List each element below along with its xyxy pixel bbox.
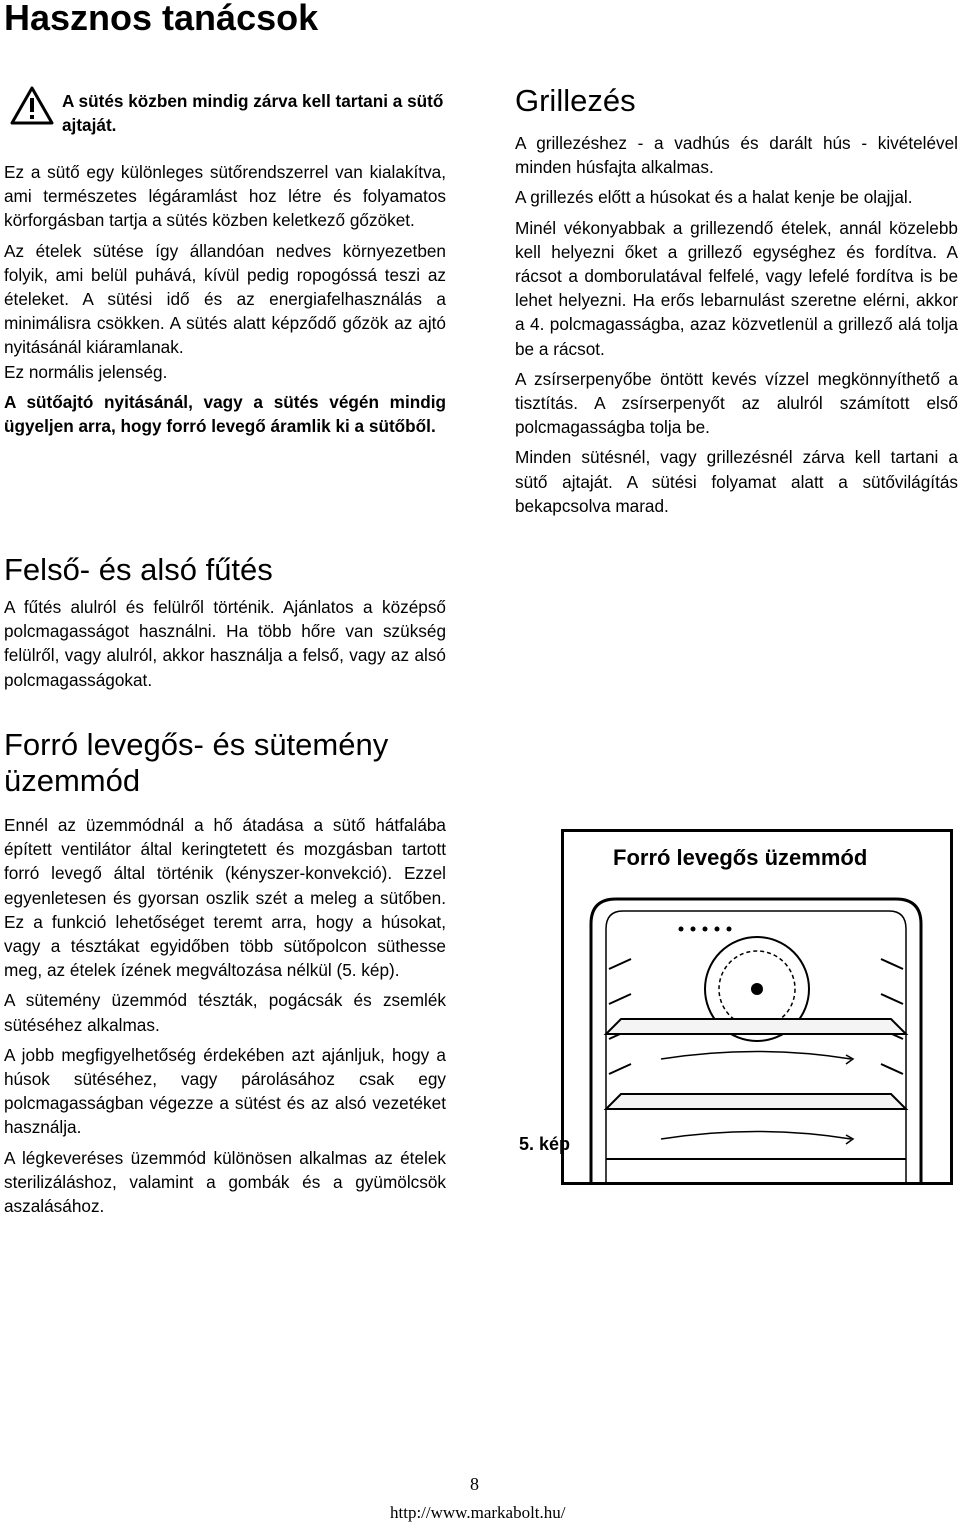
page-number: 8 [470, 1474, 479, 1494]
intro-paragraph-1: Ez a sütő egy különleges sütőrendszerrel van kialakítva, ami természetes légáramlást hoz létre és folyamatos körforgásban tartja a sütés közben keletkező gőzöket. [4, 162, 446, 231]
intro-paragraph-3: Ez normális jelenség. [4, 361, 168, 382]
page-title: Hasznos tanácsok [4, 0, 319, 38]
felso-also-heading: Felső- és alsó fűtés [4, 552, 273, 587]
grill-paragraph-5: Minden sütésnél, vagy grillezésnél zárva kell tartani a sütő ajtaját. A sütési folyamat alatt a sütővilágítás bekapcsolva marad. [515, 447, 958, 516]
felso-also-section [4, 595, 446, 692]
grill-paragraph-3: Minél vékonyabbak a grillezendő ételek, annál közelebb kell helyezni őket a grillező egységhez és fordítva. A rácsot a domborulatával felfelé, vagy lefelé fordítva is be lehet helyezni. Ha erős lebarnulást szeretne elérni, akkor a 4. polcmagasságba, azaz közvetlenül a grillező alá tolja be a rácsot. [515, 217, 958, 359]
forro-paragraph-4: A légkeveréses üzemmód különösen alkalmas az ételek sterilizáláshoz, valamint a gombák és a gyümölcsök aszalásához. [4, 1147, 446, 1217]
figure-label: Forró levegős üzemmód [613, 845, 868, 870]
oven-illustration [561, 829, 953, 1185]
forro-levegos-heading: Forró levegős- és sütemény üzemmód [4, 727, 389, 798]
warning-triangle-icon [10, 86, 54, 126]
felso-also-paragraph: A fűtés alulról és felülről történik. Ajánlatos a középső polcmagasságot használni. Ha több hőre van szükség felülről, vagy alulról, akkor használja a felső, vagy az alsó polcmagasságokat. [4, 597, 446, 690]
forro-paragraph-3: A jobb megfigyelhetőség érdekében azt ajánljuk, hogy a húsok sütéséhez, vagy párolásához csak egy polcmagasságban végezze a sütést és az alsó vezetéket használja. [4, 1044, 446, 1138]
grill-paragraph-1: A grillezéshez - a vadhús és darált hús - kivételével minden húsfajta alkalmas. [515, 133, 958, 178]
grill-paragraph-2: A grillezés előtt a húsokat és a halat kenje be olajjal. [515, 187, 913, 208]
grillezes-section [515, 131, 958, 518]
oven-drawing [561, 829, 953, 1185]
intro-paragraph-2: Az ételek sütése így állandóan nedves környezetben folyik, ami belül puhává, kívül pedig ropogóssá teszi az ételeket. A sütési idő és az energiafelhasználás a minimálisra csökken. A sütés alatt képződő gőzök az ajtó nyitásánál kiáramlanak. [4, 240, 446, 358]
forro-paragraph-2: A sütemény üzemmód tészták, pogácsák és zsemlék sütéséhez alkalmas. [4, 990, 446, 1035]
grill-paragraph-4: A zsírserpenyőbe öntött kevés vízzel megkönnyíthető a tisztítás. A zsírserpenyőt az alulról számított első polcmagasságba tolja be. [515, 368, 958, 438]
footer-url[interactable]: http://www.markabolt.hu/ [390, 1503, 566, 1522]
warning-text: A sütés közben mindig zárva kell tartani a sütő ajtaját. [62, 91, 444, 135]
intro-warning-paragraph: A sütőajtó nyitásánál, vagy a sütés végén mindig ügyeljen arra, hogy forró levegő áramlik ki a sütőből. [4, 391, 446, 437]
intro-section [4, 160, 446, 438]
forro-levegos-section [4, 813, 446, 1218]
figure-caption: 5. kép [519, 1134, 571, 1154]
grillezes-heading: Grillezés [515, 83, 636, 118]
forro-paragraph-1: Ennél az üzemmódnál a hő átadása a sütő hátfalába épített ventilátor által keringtetett és mozgásban tartott forró levegő által történik (kényszer-konvekció). Ezzel egyenletesen és gyorsan oszlik szét a meleg a sütőben. Ez a funkció lehetőséget teremt arra, hogy a húsokat, vagy a tésztákat egyidőben több sütőpolcon süthesse meg, az ételek ízének megváltozása nélkül (5. kép). [4, 815, 446, 981]
